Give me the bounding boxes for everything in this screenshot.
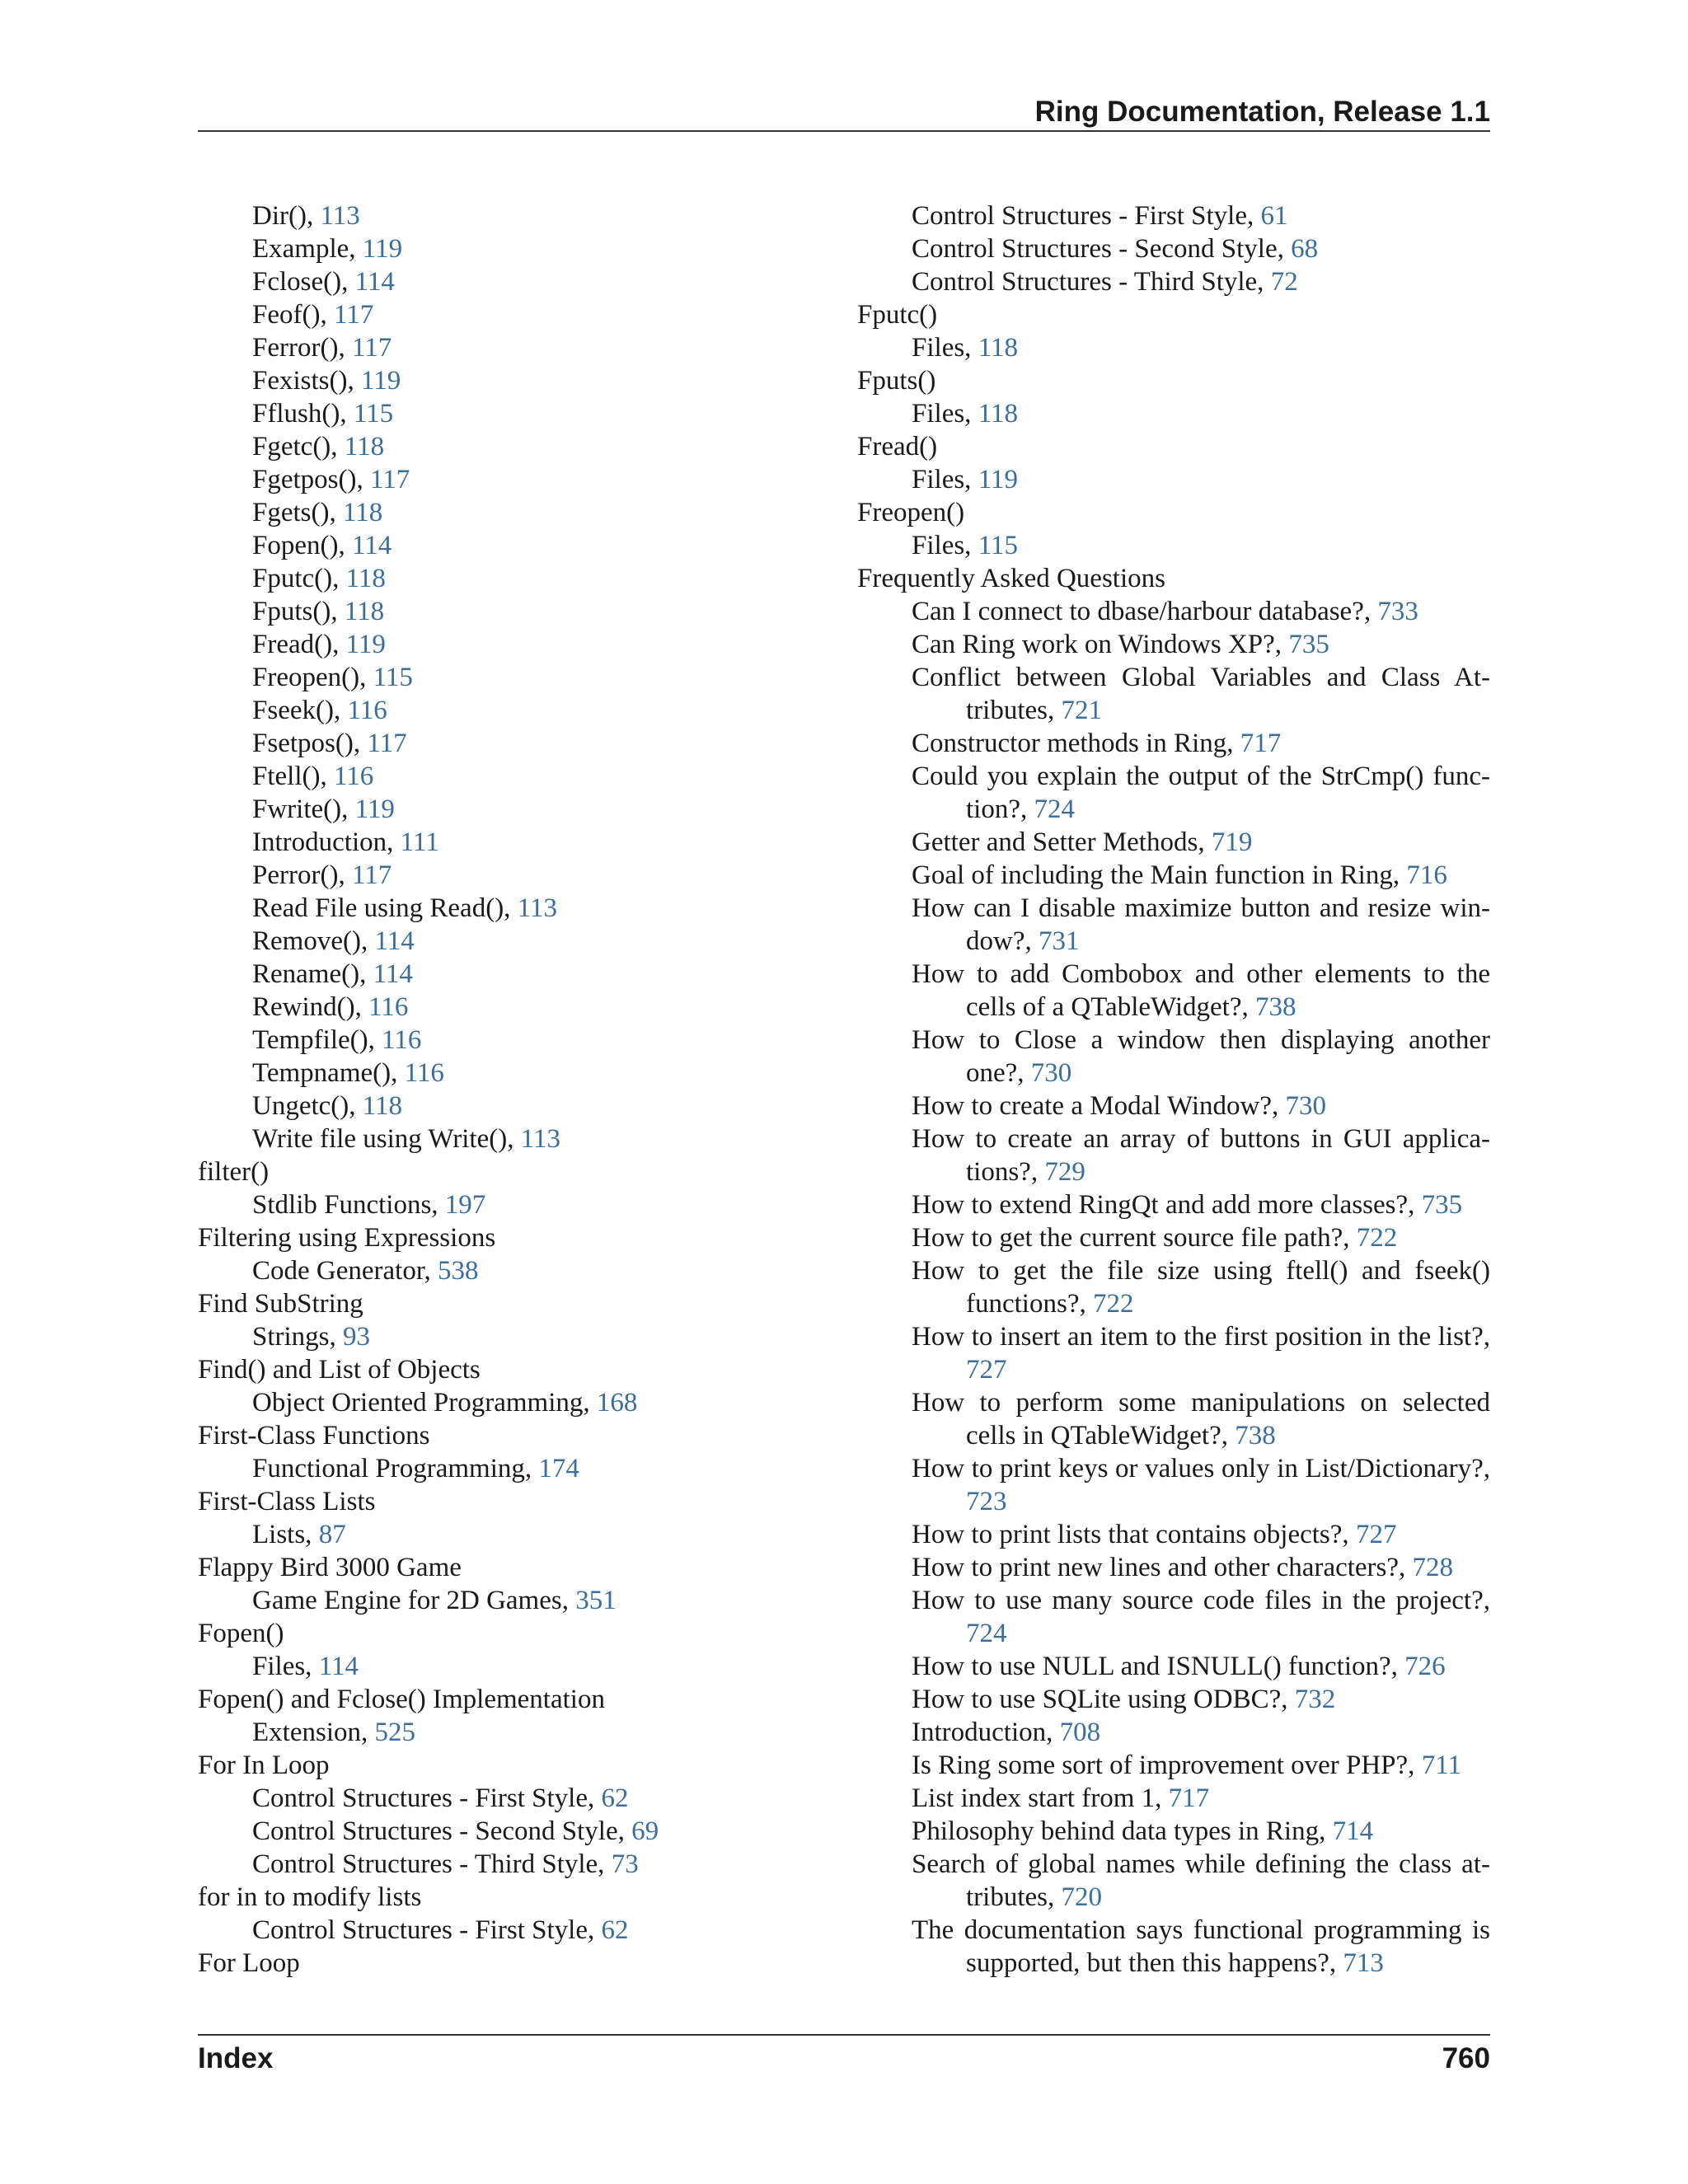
index-term <box>198 1155 824 1188</box>
page-reference-link[interactable]: 62 <box>601 1915 629 1945</box>
index-subentry <box>198 1057 824 1090</box>
index-entry-text: Fputc(), <box>252 564 346 593</box>
index-subentry <box>198 1650 824 1683</box>
index-entry-text: Control Structures - Second Style, <box>912 234 1292 264</box>
index-term <box>857 298 1490 331</box>
page-reference-link[interactable]: 118 <box>345 564 386 593</box>
page-reference-link[interactable]: 116 <box>333 762 374 791</box>
index-entry-text: Control Structures - First Style, <box>252 1915 602 1945</box>
index-subentry <box>198 826 824 859</box>
page-reference-link[interactable]: 727 <box>966 1355 1007 1385</box>
page-reference-link[interactable]: 722 <box>1356 1223 1398 1253</box>
index-subentry <box>198 694 824 727</box>
footer-section-label: Index <box>198 2042 274 2074</box>
index-subentry <box>857 859 1490 892</box>
index-term <box>198 1617 824 1650</box>
index-term <box>198 1683 824 1716</box>
index-term <box>198 1221 824 1254</box>
page-reference-link[interactable]: 730 <box>1285 1091 1327 1121</box>
index-term <box>198 1551 824 1584</box>
index-subentry <box>198 628 824 661</box>
index-entry-text: Introduction, <box>252 827 401 857</box>
index-subentry <box>198 1188 824 1221</box>
page-reference-link[interactable]: 174 <box>538 1454 579 1483</box>
index-entry-text: Fread(), <box>252 630 346 659</box>
index-entry-text: Fputs() <box>857 366 936 396</box>
index-entry-text: for in to modify lists <box>198 1882 422 1912</box>
index-subentry <box>857 1090 1490 1122</box>
page-reference-link[interactable]: 114 <box>373 959 413 989</box>
index-entry-text: Ftell(), <box>252 762 334 791</box>
index-entry-text: Search of global names while defining the class attributes, <box>912 1849 1490 1912</box>
index-entry-text: Introduction, <box>912 1718 1060 1747</box>
index-entry-text: Files, <box>912 333 978 363</box>
index-entry-text: Tempname(), <box>252 1058 405 1088</box>
page-reference-link[interactable]: 117 <box>351 860 392 890</box>
page-reference-link[interactable]: 114 <box>374 926 415 956</box>
page-reference-link[interactable]: 538 <box>438 1256 479 1286</box>
page-reference-link[interactable]: 118 <box>978 399 1018 429</box>
index-entry-text: Fputs(), <box>252 597 345 626</box>
index-entry-text: Remove(), <box>252 926 375 956</box>
index-term <box>198 1419 824 1452</box>
page-reference-link[interactable]: 119 <box>354 794 395 824</box>
page-reference-link[interactable]: 118 <box>344 432 385 462</box>
page-reference-link[interactable]: 197 <box>444 1190 486 1220</box>
page-reference-link[interactable]: 115 <box>373 663 413 692</box>
index-subentry <box>857 595 1490 628</box>
index-entry-text: Fexists(), <box>252 366 361 396</box>
index-entry-text: Functional Programming, <box>252 1454 539 1483</box>
index-subentry <box>198 1584 824 1617</box>
index-entry-text: Is Ring some sort of improvement over PHP?, <box>912 1750 1422 1780</box>
index-term <box>198 1749 824 1782</box>
index-entry-text: Filtering using Expressions <box>198 1223 496 1253</box>
index-subentry <box>857 826 1490 859</box>
page-reference-link[interactable]: 722 <box>1092 1289 1134 1319</box>
index-entry-text: How to use many source code files in the project?, <box>912 1586 1490 1615</box>
index-subentry <box>198 892 824 925</box>
index-entry-text: How to use NULL and ISNULL() function?, <box>912 1652 1405 1681</box>
index-subentry <box>857 1716 1490 1749</box>
index-entry-text: Fgets(), <box>252 498 343 527</box>
index-entry-text: Conflict between Global Variables and Class Attributes, <box>912 663 1490 725</box>
index-subentry <box>198 1518 824 1551</box>
index-entry-text: Fwrite(), <box>252 794 355 824</box>
index-subentry <box>857 628 1490 661</box>
index-subentry <box>857 1848 1490 1914</box>
index-entry-text: How to use SQLite using ODBC?, <box>912 1685 1295 1714</box>
index-entry-text: Flappy Bird 3000 Game <box>198 1553 462 1582</box>
index-entry-text: How to extend RingQt and add more classes?, <box>912 1190 1422 1220</box>
index-entry-text: How can I disable maximize button and resize window?, <box>912 893 1490 956</box>
page-reference-link[interactable]: 116 <box>347 696 387 725</box>
index-entry-text: Getter and Setter Methods, <box>912 827 1212 857</box>
page-reference-link[interactable]: 118 <box>343 498 383 527</box>
page-reference-link[interactable]: 118 <box>978 333 1018 363</box>
index-subentry <box>198 1122 824 1155</box>
index-subentry <box>198 430 824 463</box>
index-subentry <box>198 1320 824 1353</box>
page-reference-link[interactable]: 115 <box>978 531 1018 560</box>
index-entry-text: Ferror(), <box>252 333 352 363</box>
index-entry-text: Ungetc(), <box>252 1091 363 1121</box>
index-entry-text: Fopen() <box>198 1619 284 1648</box>
index-entry-text: Perror(), <box>252 860 352 890</box>
index-entry-text: Code Generator, <box>252 1256 438 1286</box>
index-subentry <box>857 1386 1490 1452</box>
index-entry-text: How to create an array of buttons in GUI applications?, <box>912 1124 1490 1187</box>
page-reference-link[interactable]: 117 <box>367 729 407 758</box>
index-subentry <box>857 1452 1490 1518</box>
index-entry-text: How to Close a window then displaying another one?, <box>912 1025 1490 1088</box>
page-reference-link[interactable]: 735 <box>1421 1190 1463 1220</box>
index-term <box>857 364 1490 397</box>
index-subentry <box>198 991 824 1024</box>
page-reference-link[interactable]: 168 <box>596 1388 638 1418</box>
page-reference-link[interactable]: 116 <box>368 992 409 1022</box>
index-subentry <box>198 496 824 529</box>
page-reference-link[interactable]: 724 <box>966 1619 1007 1648</box>
page-reference-link[interactable]: 732 <box>1294 1685 1336 1714</box>
page-reference-link[interactable]: 351 <box>575 1586 617 1615</box>
page-reference-link[interactable]: 711 <box>1421 1750 1461 1780</box>
index-subentry <box>857 1914 1490 1980</box>
index-subentry <box>198 298 824 331</box>
index-entry-text: Fseek(), <box>252 696 348 725</box>
page-reference-link[interactable]: 733 <box>1377 597 1418 626</box>
page-reference-link[interactable]: 714 <box>1332 1816 1374 1846</box>
page-reference-link[interactable]: 93 <box>343 1322 371 1352</box>
index-subentry <box>857 1320 1490 1386</box>
index-subentry <box>857 892 1490 958</box>
page-reference-link[interactable]: 729 <box>1044 1157 1085 1187</box>
page-reference-link[interactable]: 727 <box>1355 1520 1397 1549</box>
index-subentry <box>198 958 824 991</box>
index-entry-text: For In Loop <box>198 1750 330 1780</box>
index-subentry <box>857 1551 1490 1584</box>
index-entry-text: How to add Combobox and other elements to the cells of a QTableWidget?, <box>912 959 1490 1022</box>
index-entry-text: First-Class Functions <box>198 1421 430 1451</box>
index-entry-text: Fputc() <box>857 300 938 330</box>
page-reference-link[interactable]: 87 <box>318 1520 346 1549</box>
index-term <box>198 1353 824 1386</box>
index-entry-text: Fgetpos(), <box>252 465 370 494</box>
index-subentry <box>198 364 824 397</box>
index-entry-text: Could you explain the output of the StrCmp() function?, <box>912 762 1490 824</box>
index-subentry <box>198 331 824 364</box>
index-entry-text: Fopen(), <box>252 531 352 560</box>
index-entry-text: Example, <box>252 234 363 264</box>
index-subentry <box>198 463 824 496</box>
index-subentry <box>857 463 1490 496</box>
index-subentry <box>198 595 824 628</box>
page-reference-link[interactable]: 114 <box>354 267 395 297</box>
index-entry-text: Files, <box>912 399 978 429</box>
header-rule <box>198 130 1490 132</box>
index-entry-text: Object Oriented Programming, <box>252 1388 597 1418</box>
index-entry-text: Fread() <box>857 432 938 462</box>
page-reference-link[interactable]: 68 <box>1291 234 1319 264</box>
index-subentry <box>198 529 824 562</box>
page-reference-link[interactable]: 708 <box>1059 1718 1101 1747</box>
index-subentry <box>198 1782 824 1815</box>
page-reference-link[interactable]: 113 <box>520 1124 560 1154</box>
index-entry-text: Freopen() <box>857 498 965 527</box>
index-subentry <box>857 661 1490 727</box>
index-entry-text: Frequently Asked Questions <box>857 564 1165 593</box>
index-subentry <box>857 199 1490 232</box>
page-reference-link[interactable]: 731 <box>1038 926 1080 956</box>
index-subentry <box>198 859 824 892</box>
page-reference-link[interactable]: 73 <box>611 1849 639 1879</box>
index-subentry <box>857 1254 1490 1320</box>
index-entry-text: Fflush(), <box>252 399 354 429</box>
index-entry-text: Files, <box>912 531 978 560</box>
page-reference-link[interactable]: 72 <box>1270 267 1298 297</box>
index-subentry <box>857 265 1490 298</box>
page-reference-link[interactable]: 118 <box>344 597 385 626</box>
index-subentry <box>857 760 1490 826</box>
index-entry-text: Tempfile(), <box>252 1025 382 1055</box>
page-reference-link[interactable]: 113 <box>320 201 360 231</box>
footer-rule <box>198 2034 1490 2036</box>
page-reference-link[interactable]: 723 <box>966 1487 1007 1516</box>
page-reference-link[interactable]: 720 <box>1061 1882 1102 1912</box>
index-entry-text: Extension, <box>252 1718 375 1747</box>
index-entry-text: How to get the current source file path?, <box>912 1223 1357 1253</box>
page-reference-link[interactable]: 116 <box>404 1058 444 1088</box>
page-reference-link[interactable]: 115 <box>353 399 394 429</box>
index-subentry <box>857 727 1490 760</box>
page-reference-link[interactable]: 61 <box>1260 201 1288 231</box>
page-reference-link[interactable]: 113 <box>517 893 557 923</box>
index-entry-text: Find SubString <box>198 1289 363 1319</box>
index-subentry <box>198 232 824 265</box>
page-reference-link[interactable]: 117 <box>351 333 392 363</box>
index-subentry <box>198 562 824 595</box>
page-reference-link[interactable]: 114 <box>318 1652 359 1681</box>
index-column-right <box>857 199 1490 1980</box>
index-entry-text: How to insert an item to the first position in the list?, <box>912 1322 1490 1352</box>
index-entry-text: The documentation says functional programming is supported, but then this happens?, <box>912 1915 1490 1978</box>
index-subentry <box>857 1221 1490 1254</box>
index-subentry <box>857 1650 1490 1683</box>
index-entry-text: Files, <box>252 1652 319 1681</box>
index-subentry <box>857 1024 1490 1090</box>
page-reference-link[interactable]: 62 <box>601 1783 629 1813</box>
page-reference-link[interactable]: 525 <box>374 1718 415 1747</box>
index-entry-text: Can I connect to dbase/harbour database?, <box>912 597 1378 626</box>
page-reference-link[interactable]: 119 <box>361 366 401 396</box>
index-entry-text: Feof(), <box>252 300 334 330</box>
page-number: 760 <box>1442 2042 1490 2074</box>
index-term <box>198 1947 824 1980</box>
index-entry-text: Fopen() and Fclose() Implementation <box>198 1685 605 1714</box>
index-entry-text: filter() <box>198 1157 270 1187</box>
index-entry-text: How to perform some manipulations on selected cells in QTableWidget?, <box>912 1388 1490 1451</box>
page-reference-link[interactable]: 116 <box>382 1025 422 1055</box>
page-reference-link[interactable]: 717 <box>1240 729 1282 758</box>
index-term <box>857 562 1490 595</box>
index-subentry <box>198 1452 824 1485</box>
index-entry-text: Control Structures - Third Style, <box>252 1849 612 1879</box>
index-subentry <box>857 1122 1490 1188</box>
index-term <box>198 1881 824 1914</box>
index-term <box>198 1287 824 1320</box>
index-subentry <box>857 529 1490 562</box>
page-reference-link[interactable]: 738 <box>1254 992 1296 1022</box>
index-entry-text: Rewind(), <box>252 992 369 1022</box>
index-entry-text: How to create a Modal Window?, <box>912 1091 1286 1121</box>
index-entry-text: For Loop <box>198 1948 300 1978</box>
index-entry-text: Philosophy behind data types in Ring, <box>912 1816 1333 1846</box>
index-subentry <box>857 1518 1490 1551</box>
page-reference-link[interactable]: 119 <box>345 630 386 659</box>
index-subentry <box>198 727 824 760</box>
index-subentry <box>198 925 824 958</box>
page-reference-link[interactable]: 117 <box>333 300 374 330</box>
running-header: Ring Documentation, Release 1.1 <box>1034 96 1490 128</box>
page-reference-link[interactable]: 119 <box>362 234 403 264</box>
index-entry-text: How to print keys or values only in List/Dictionary?, <box>912 1454 1490 1483</box>
page-reference-link[interactable]: 111 <box>400 827 439 857</box>
index-subentry <box>198 1090 824 1122</box>
page-reference-link[interactable]: 717 <box>1168 1783 1210 1813</box>
page-reference-link[interactable]: 114 <box>351 531 392 560</box>
index-subentry <box>198 199 824 232</box>
index-subentry <box>198 793 824 826</box>
page-reference-link[interactable]: 713 <box>1343 1948 1384 1978</box>
page-reference-link[interactable]: 726 <box>1404 1652 1446 1681</box>
index-entry-text: How to print new lines and other characters?, <box>912 1553 1413 1582</box>
index-entry-text: Stdlib Functions, <box>252 1190 445 1220</box>
index-entry-text: Rename(), <box>252 959 373 989</box>
index-subentry <box>857 958 1490 1024</box>
index-entry-text: First-Class Lists <box>198 1487 376 1516</box>
index-subentry <box>857 1815 1490 1848</box>
page-reference-link[interactable]: 724 <box>1034 794 1075 824</box>
index-entry-text: Read File using Read(), <box>252 893 518 923</box>
index-entry-text: How to print lists that contains objects?, <box>912 1520 1356 1549</box>
index-term <box>857 496 1490 529</box>
index-entry-text: Game Engine for 2D Games, <box>252 1586 576 1615</box>
index-subentry <box>857 1683 1490 1716</box>
index-entry-text: List index start from 1, <box>912 1783 1169 1813</box>
index-subentry <box>198 1386 824 1419</box>
page-reference-link[interactable]: 728 <box>1412 1553 1454 1582</box>
index-entry-text: Control Structures - Third Style, <box>912 267 1271 297</box>
index-subentry <box>198 1716 824 1749</box>
index-subentry <box>198 265 824 298</box>
index-term <box>198 1485 824 1518</box>
index-subentry <box>198 397 824 430</box>
index-entry-text: How to get the file size using ftell() and fseek() functions?, <box>912 1256 1490 1319</box>
index-subentry <box>857 232 1490 265</box>
index-entry-text: Control Structures - First Style, <box>912 201 1261 231</box>
index-subentry <box>857 1749 1490 1782</box>
index-entry-text: Files, <box>912 465 978 494</box>
index-entry-text: Lists, <box>252 1520 319 1549</box>
page-reference-link[interactable]: 735 <box>1288 630 1329 659</box>
page-reference-link[interactable]: 716 <box>1406 860 1447 890</box>
index-subentry <box>857 1782 1490 1815</box>
index-subentry <box>198 1914 824 1947</box>
page-reference-link[interactable]: 738 <box>1235 1421 1276 1451</box>
index-subentry <box>198 1815 824 1848</box>
index-entry-text: Freopen(), <box>252 663 373 692</box>
index-subentry <box>857 331 1490 364</box>
index-entry-text: Write file using Write(), <box>252 1124 521 1154</box>
index-term <box>857 430 1490 463</box>
page-reference-link[interactable]: 721 <box>1061 696 1102 725</box>
index-subentry <box>857 1188 1490 1221</box>
index-entry-text: Find() and List of Objects <box>198 1355 481 1385</box>
page-reference-link[interactable]: 118 <box>362 1091 403 1121</box>
page-reference-link[interactable]: 719 <box>1211 827 1253 857</box>
index-subentry <box>198 1024 824 1057</box>
index-entry-text: Control Structures - Second Style, <box>252 1816 632 1846</box>
index-subentry <box>857 1584 1490 1650</box>
page-reference-link[interactable]: 730 <box>1030 1058 1072 1088</box>
index-entry-text: Constructor methods in Ring, <box>912 729 1240 758</box>
page-reference-link[interactable]: 119 <box>978 465 1018 494</box>
page-reference-link[interactable]: 69 <box>631 1816 659 1846</box>
index-subentry <box>198 1254 824 1287</box>
index-subentry <box>198 760 824 793</box>
index-entry-text: Dir(), <box>252 201 321 231</box>
index-subentry <box>198 661 824 694</box>
index-entry-text: Can Ring work on Windows XP?, <box>912 630 1289 659</box>
index-column-left <box>198 199 824 1980</box>
index-entry-text: Strings, <box>252 1322 344 1352</box>
index-entry-text: Goal of including the Main function in Ring, <box>912 860 1407 890</box>
index-entry-text: Control Structures - First Style, <box>252 1783 602 1813</box>
index-subentry <box>857 397 1490 430</box>
index-entry-text: Fsetpos(), <box>252 729 368 758</box>
index-entry-text: Fclose(), <box>252 267 355 297</box>
page-reference-link[interactable]: 117 <box>370 465 410 494</box>
index-subentry <box>198 1848 824 1881</box>
index-entry-text: Fgetc(), <box>252 432 345 462</box>
